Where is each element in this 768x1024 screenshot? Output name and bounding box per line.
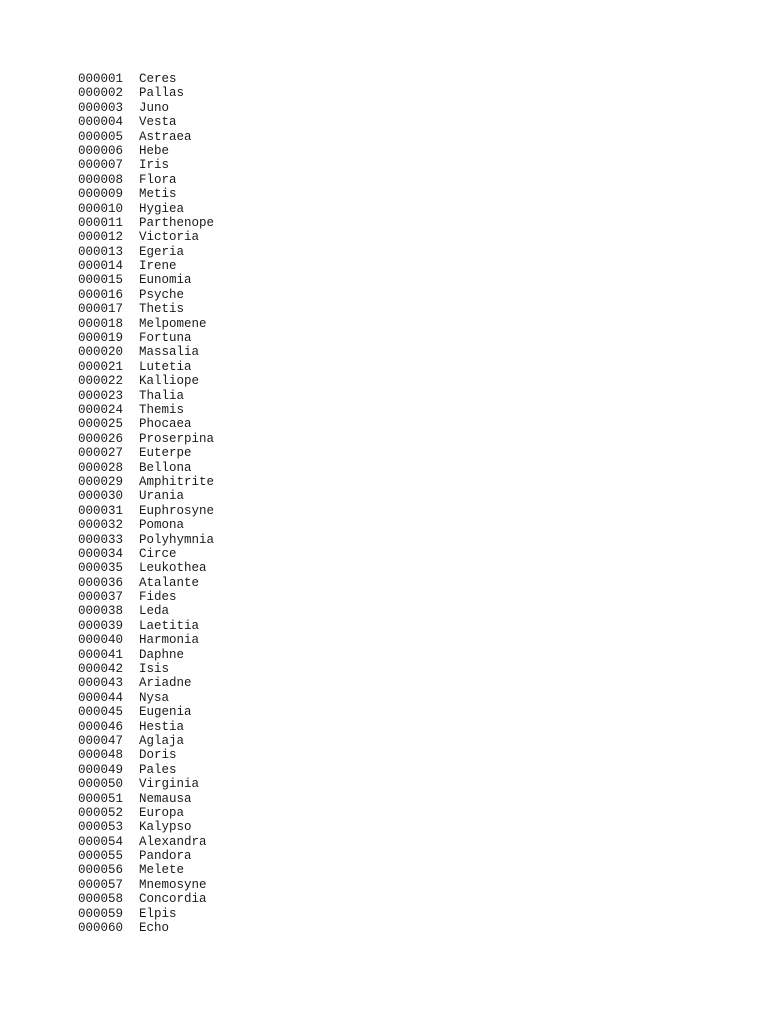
- list-item: [78, 202, 214, 216]
- entry-number: 000032: [78, 518, 124, 533]
- entry-number: 000036: [78, 575, 124, 590]
- list-item: [78, 187, 214, 201]
- list-item: [78, 619, 214, 633]
- list-item: [78, 576, 214, 590]
- list-item: [78, 734, 214, 748]
- entry-number: 000018: [78, 316, 124, 331]
- list-item: [78, 720, 214, 734]
- list-item: [78, 475, 214, 489]
- list-item: [78, 374, 214, 388]
- entry-name: Circe: [139, 546, 177, 561]
- list-item: [78, 417, 214, 431]
- entry-number: 000003: [78, 100, 124, 115]
- entry-name: Daphne: [139, 647, 185, 662]
- entry-name: Parthenope: [139, 215, 215, 230]
- entry-number: 000007: [78, 158, 124, 173]
- entry-number: 000031: [78, 503, 124, 518]
- entry-name: Leda: [139, 604, 170, 619]
- entry-number: 000020: [78, 345, 124, 360]
- entry-number: 000046: [78, 719, 124, 734]
- entry-number: 000004: [78, 115, 124, 130]
- entry-name: Melpomene: [139, 316, 207, 331]
- list-item: [78, 921, 214, 935]
- entry-number: 000057: [78, 877, 124, 892]
- entry-number: 000053: [78, 820, 124, 835]
- list-item: [78, 317, 214, 331]
- entry-number: 000016: [78, 287, 124, 302]
- entry-name: Pallas: [139, 86, 185, 101]
- entry-number: 000042: [78, 662, 124, 677]
- entry-number: 000043: [78, 676, 124, 691]
- entry-name: Kalypso: [139, 820, 192, 835]
- entry-name: Massalia: [139, 345, 200, 360]
- entry-number: 000013: [78, 244, 124, 259]
- entry-number: 000005: [78, 129, 124, 144]
- entry-number: 000023: [78, 388, 124, 403]
- list-item: [78, 389, 214, 403]
- entry-number: 000024: [78, 402, 124, 417]
- list-item: [78, 302, 214, 316]
- entry-number: 000021: [78, 359, 124, 374]
- entry-name: Concordia: [139, 892, 207, 907]
- entry-number: 000017: [78, 302, 124, 317]
- entry-name: Aglaja: [139, 733, 185, 748]
- entry-number: 000015: [78, 273, 124, 288]
- list-item: [78, 72, 214, 86]
- entry-name: Ceres: [139, 72, 177, 86]
- entry-name: Isis: [139, 662, 170, 677]
- entry-number: 000047: [78, 733, 124, 748]
- list-item: [78, 86, 214, 100]
- entry-number: 000049: [78, 762, 124, 777]
- entry-number: 000014: [78, 259, 124, 274]
- entry-number: 000006: [78, 143, 124, 158]
- entry-name: Thalia: [139, 388, 185, 403]
- list-item: [78, 331, 214, 345]
- entry-number: 000041: [78, 647, 124, 662]
- list-item: [78, 216, 214, 230]
- list-item: [78, 763, 214, 777]
- entry-number: 000030: [78, 489, 124, 504]
- list-item: [78, 878, 214, 892]
- entry-number: 000039: [78, 618, 124, 633]
- entry-number: 000045: [78, 705, 124, 720]
- entry-name: Egeria: [139, 244, 185, 259]
- list-item: [78, 547, 214, 561]
- list-item: [78, 648, 214, 662]
- list-item: [78, 907, 214, 921]
- list-item: [78, 792, 214, 806]
- entry-name: Themis: [139, 402, 185, 417]
- entry-number: 000055: [78, 849, 124, 864]
- entry-name: Pandora: [139, 849, 192, 864]
- list-item: [78, 461, 214, 475]
- list-item: [78, 705, 214, 719]
- entry-name: Fortuna: [139, 331, 192, 346]
- entry-name: Amphitrite: [139, 474, 215, 489]
- entry-name: Astraea: [139, 129, 192, 144]
- list-item: [78, 863, 214, 877]
- list-item: [78, 533, 214, 547]
- list-item: [78, 432, 214, 446]
- entry-name: Hebe: [139, 143, 170, 158]
- entry-name: Mnemosyne: [139, 877, 207, 892]
- entry-name: Euphrosyne: [139, 503, 215, 518]
- entry-name: Pomona: [139, 518, 185, 533]
- entry-name: Euterpe: [139, 446, 192, 461]
- entry-number: 000038: [78, 604, 124, 619]
- list-item: [78, 676, 214, 690]
- list-item: [78, 835, 214, 849]
- entry-name: Urania: [139, 489, 185, 504]
- entry-number: 000009: [78, 187, 124, 202]
- entry-name: Harmonia: [139, 633, 200, 648]
- entry-number: 000037: [78, 590, 124, 605]
- entry-name: Vesta: [139, 115, 177, 130]
- entry-name: Victoria: [139, 230, 200, 245]
- list-item: [78, 101, 214, 115]
- entry-name: Virginia: [139, 777, 200, 792]
- entry-number: 000001: [78, 72, 124, 86]
- entry-number: 000051: [78, 791, 124, 806]
- list-item: [78, 691, 214, 705]
- entry-name: Metis: [139, 187, 177, 202]
- entry-name: Lutetia: [139, 359, 192, 374]
- entry-name: Laetitia: [139, 618, 200, 633]
- list-item: [78, 245, 214, 259]
- entry-number: 000029: [78, 474, 124, 489]
- entry-name: Juno: [139, 100, 170, 115]
- entry-number: 000035: [78, 561, 124, 576]
- list-item: [78, 360, 214, 374]
- list-item: [78, 230, 214, 244]
- entry-name: Flora: [139, 172, 177, 187]
- list-item: [78, 806, 214, 820]
- list-item: [78, 662, 214, 676]
- list-item: [78, 604, 214, 618]
- list-item: [78, 288, 214, 302]
- entry-name: Hestia: [139, 719, 185, 734]
- entry-number: 000054: [78, 834, 124, 849]
- entry-number: 000002: [78, 86, 124, 101]
- asteroid-list: [78, 72, 214, 935]
- entry-name: Eunomia: [139, 273, 192, 288]
- entry-number: 000012: [78, 230, 124, 245]
- entry-number: 000056: [78, 863, 124, 878]
- entry-name: Leukothea: [139, 561, 207, 576]
- list-item: [78, 144, 214, 158]
- entry-number: 000026: [78, 431, 124, 446]
- entry-number: 000011: [78, 215, 124, 230]
- list-item: [78, 130, 214, 144]
- entry-name: Nysa: [139, 690, 170, 705]
- entry-name: Echo: [139, 921, 170, 936]
- entry-name: Fides: [139, 590, 177, 605]
- entry-name: Melete: [139, 863, 185, 878]
- entry-number: 000019: [78, 331, 124, 346]
- list-item: [78, 158, 214, 172]
- entry-name: Polyhymnia: [139, 532, 215, 547]
- entry-name: Irene: [139, 259, 177, 274]
- entry-number: 000060: [78, 921, 124, 936]
- list-item: [78, 590, 214, 604]
- entry-number: 000028: [78, 460, 124, 475]
- entry-name: Hygiea: [139, 201, 185, 216]
- list-item: [78, 446, 214, 460]
- entry-number: 000044: [78, 690, 124, 705]
- entry-number: 000050: [78, 777, 124, 792]
- list-item: [78, 504, 214, 518]
- list-item: [78, 173, 214, 187]
- entry-name: Psyche: [139, 287, 185, 302]
- entry-number: 000052: [78, 805, 124, 820]
- list-item: [78, 820, 214, 834]
- list-item: [78, 748, 214, 762]
- entry-name: Proserpina: [139, 431, 215, 446]
- entry-number: 000059: [78, 906, 124, 921]
- entry-number: 000027: [78, 446, 124, 461]
- entry-name: Bellona: [139, 460, 192, 475]
- list-item: [78, 518, 214, 532]
- entry-name: Pales: [139, 762, 177, 777]
- entry-name: Iris: [139, 158, 170, 173]
- list-item: [78, 345, 214, 359]
- entry-name: Nemausa: [139, 791, 192, 806]
- entry-name: Thetis: [139, 302, 185, 317]
- entry-number: 000040: [78, 633, 124, 648]
- list-item: [78, 892, 214, 906]
- entry-name: Kalliope: [139, 374, 200, 389]
- entry-name: Phocaea: [139, 417, 192, 432]
- list-item: [78, 561, 214, 575]
- entry-number: 000022: [78, 374, 124, 389]
- list-item: [78, 849, 214, 863]
- entry-number: 000048: [78, 748, 124, 763]
- entry-number: 000058: [78, 892, 124, 907]
- list-item: [78, 115, 214, 129]
- entry-name: Elpis: [139, 906, 177, 921]
- entry-number: 000010: [78, 201, 124, 216]
- entry-number: 000033: [78, 532, 124, 547]
- entry-name: Atalante: [139, 575, 200, 590]
- list-item: [78, 259, 214, 273]
- entry-name: Alexandra: [139, 834, 207, 849]
- list-item: [78, 489, 214, 503]
- entry-name: Ariadne: [139, 676, 192, 691]
- list-item: [78, 273, 214, 287]
- list-item: [78, 777, 214, 791]
- entry-number: 000034: [78, 546, 124, 561]
- entry-name: Europa: [139, 805, 185, 820]
- entry-name: Doris: [139, 748, 177, 763]
- entry-number: 000008: [78, 172, 124, 187]
- list-item: [78, 633, 214, 647]
- list-item: [78, 403, 214, 417]
- entry-name: Eugenia: [139, 705, 192, 720]
- entry-number: 000025: [78, 417, 124, 432]
